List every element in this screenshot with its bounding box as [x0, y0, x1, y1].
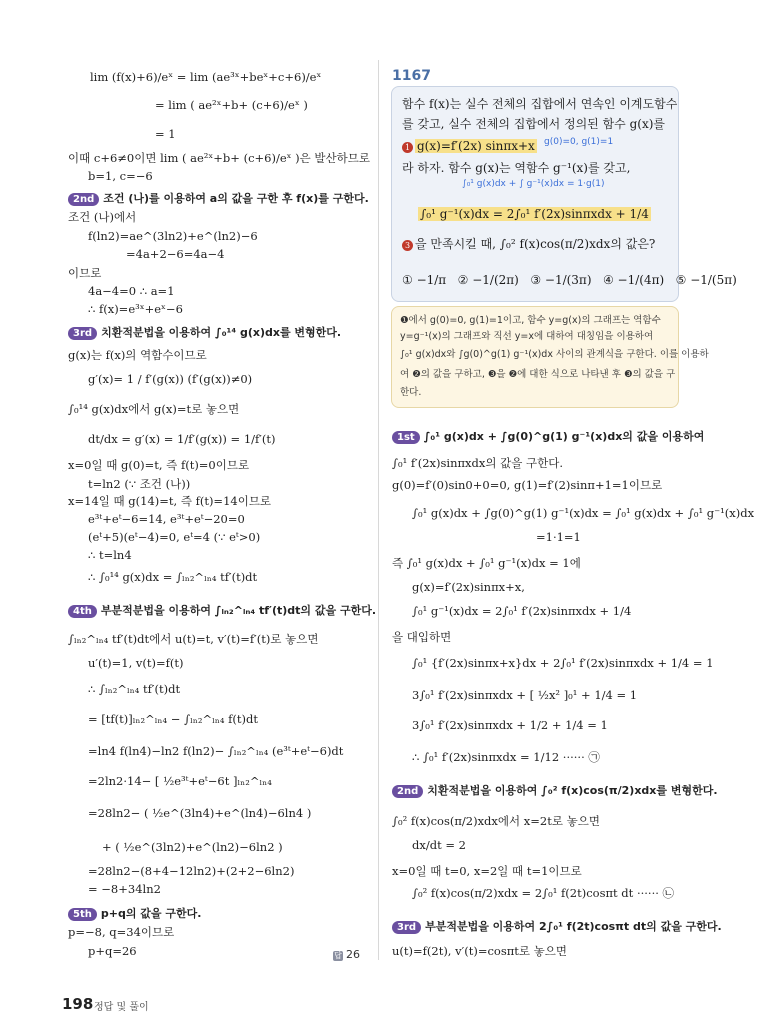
step-1st	[392, 428, 704, 444]
math-line: g′(x)= 1 / f′(g(x)) (f′(g(x))≠0)	[88, 372, 253, 386]
math-line: 4a−4=0 ∴ a=1	[88, 284, 175, 298]
step-badge: 2nd	[68, 193, 99, 206]
math-line: 이므로	[68, 266, 102, 280]
hint-line: 한다.	[400, 387, 422, 398]
choice-3[interactable]: ③ −1/(3π)	[530, 273, 592, 287]
problem-line: 3 을 만족시킬 때, ∫₀² f(x)cos(π/2)xdx의 값은?	[402, 237, 655, 252]
math-line: ∫₀¹ {f′(2x)sinπx+x}dx + 2∫₀¹ f′(2x)sinπxdx + 1/4 = 1	[412, 656, 714, 670]
step-3rd	[68, 324, 341, 340]
problem-line: 라 하자. 함수 g(x)는 역함수 g⁻¹(x)를 갖고,	[402, 161, 631, 175]
problem-line-highlight: 1 g(x)=f′(2x) sinπx+x	[402, 139, 537, 154]
hint-line: ∫₀¹ g(x)dx와 ∫g(0)^g(1) g⁻¹(x)dx 사이의 관계식을 구한다. 이를 이용하	[400, 349, 709, 360]
step-text: 부분적분법을 이용하여 ∫ₗₙ₂^ₗₙ₄ tf′(t)dt의 값을 구한다.	[100, 604, 376, 617]
math-line: p+q=26	[88, 944, 137, 958]
math-line: u(t)=f(2t), v′(t)=cosπt로 놓으면	[392, 944, 567, 958]
step-text: p+q의 값을 구한다.	[100, 907, 202, 920]
problem-line: 함수 f(x)는 실수 전체의 집합에서 연속인 이계도함수	[402, 97, 678, 111]
step-4th	[68, 602, 376, 618]
math-line: =ln4 f(ln4)−ln2 f(ln2)− ∫ₗₙ₂^ₗₙ₄ (e³ᵗ+eᵗ−6)dt	[88, 744, 344, 758]
math-line: e³ᵗ+eᵗ−6=14, e³ᵗ+eᵗ−20=0	[88, 512, 245, 526]
math-line: ∴ t=ln4	[88, 548, 132, 562]
math-line: = 1	[155, 127, 176, 141]
step-badge: 1st	[392, 431, 420, 444]
choice-2[interactable]: ② −1/(2π)	[457, 273, 519, 287]
footer-label: 정답 및 풀이	[94, 1002, 149, 1013]
hint-line: y=g⁻¹(x)의 그래프와 직선 y=x에 대하여 대칭임을 이용하여	[400, 331, 654, 342]
math-line: 3∫₀¹ f′(2x)sinπxdx + [ ½x² ]₀¹ + 1/4 = 1	[412, 688, 638, 702]
marker-3-icon: 3	[402, 240, 413, 251]
math-line: ∫₀² f(x)cos(π/2)xdx에서 x=2t로 놓으면	[392, 814, 600, 828]
math-line: ∫₀¹ f′(2x)sinπxdx의 값을 구한다.	[392, 456, 564, 470]
math-line: =4a+2−6=4a−4	[126, 247, 225, 261]
step-3rd-right	[392, 918, 722, 934]
hint-line: ❶에서 g(0)=0, g(1)=1이고, 함수 y=g(x)의 그래프는 역함수	[400, 315, 661, 326]
math-line: x=14일 때 g(14)=t, 즉 f(t)=14이므로	[68, 494, 272, 508]
problem-box	[391, 86, 737, 302]
problem-line: 를 갖고, 실수 전체의 집합에서 정의된 함수 g(x)를	[402, 117, 665, 131]
choice-5[interactable]: ⑤ −1/(5π)	[675, 273, 737, 287]
column-divider	[378, 60, 379, 960]
math-line: 즉 ∫₀¹ g(x)dx + ∫₀¹ g⁻¹(x)dx = 1에	[392, 556, 581, 570]
math-line: ∴ ∫₀¹⁴ g(x)dx = ∫ₗₙ₂^ₗₙ₄ tf′(t)dt	[88, 570, 258, 584]
math-line: 을 대입하면	[392, 630, 452, 644]
math-line: dx/dt = 2	[412, 838, 466, 852]
math-line: ∫₀¹⁴ g(x)dx에서 g(x)=t로 놓으면	[68, 402, 240, 416]
math-line: g(x)=f′(2x)sinπx+x,	[412, 580, 525, 594]
math-line: x=0일 때 g(0)=t, 즉 f(t)=0이므로	[68, 458, 250, 472]
step-text: 치환적분법을 이용하여 ∫₀¹⁴ g(x)dx를 변형한다.	[101, 326, 342, 339]
math-line: p=−8, q=34이므로	[68, 925, 175, 939]
math-line: t=ln2 (∵ 조건 (나))	[88, 477, 191, 491]
choice-1[interactable]: ① −1/π	[402, 273, 447, 287]
step-2nd	[68, 190, 369, 206]
math-line: f(ln2)=ae^(3ln2)+e^(ln2)−6	[88, 229, 258, 243]
step-badge: 3rd	[392, 921, 421, 934]
step-text: 부분적분법을 이용하여 2∫₀¹ f(2t)cosπt dt의 값을 구한다.	[425, 920, 722, 933]
annotation: g(0)=0, g(1)=1	[544, 137, 614, 147]
math-line: lim (f(x)+6)/eˣ = lim (ae³ˣ+beˣ+c+6)/eˣ	[90, 70, 322, 84]
math-line: ∫ₗₙ₂^ₗₙ₄ tf′(t)dt에서 u(t)=t, v′(t)=f′(t)로 놓으면	[68, 632, 319, 646]
math-line: ∴ f(x)=e³ˣ+eˣ−6	[88, 302, 183, 316]
math-line: 이때 c+6≠0이면 lim ( ae²ˣ+b+ (c+6)/eˣ )은 발산하므로	[68, 151, 370, 165]
step-5th	[68, 905, 201, 921]
math-line: = lim ( ae²ˣ+b+ (c+6)/eˣ )	[155, 98, 308, 112]
step-badge: 4th	[68, 605, 97, 618]
math-line: = [tf(t)]ₗₙ₂^ₗₙ₄ − ∫ₗₙ₂^ₗₙ₄ f(t)dt	[88, 712, 258, 726]
page-number: 198	[62, 995, 94, 1013]
math-line: =28ln2− ( ½e^(3ln4)+e^(ln4)−6ln4 )	[88, 806, 312, 820]
math-line: =28ln2−(8+4−12ln2)+(2+2−6ln2)	[88, 864, 295, 878]
math-line: ∴ ∫₀¹ f′(2x)sinπxdx = 1/12 ······ ㉠	[412, 750, 600, 764]
answer-icon: 답	[334, 951, 342, 960]
math-line: + ( ½e^(3ln2)+e^(ln2)−6ln2 )	[102, 840, 283, 854]
answer-ref: 답 26	[334, 948, 360, 961]
math-line: x=0일 때 t=0, x=2일 때 t=1이므로	[392, 864, 582, 878]
math-line: dt/dx = g′(x) = 1/f′(g(x)) = 1/f′(t)	[88, 432, 276, 446]
math-line: u′(t)=1, v(t)=f(t)	[88, 656, 184, 670]
step-text: 조건 (나)를 이용하여 a의 값을 구한 후 f(x)를 구한다.	[103, 192, 369, 205]
math-line: g(0)=f′(0)sin0+0=0, g(1)=f′(2)sinπ+1=1이므로	[392, 478, 663, 492]
math-line: 3∫₀¹ f′(2x)sinπxdx + 1/2 + 1/4 = 1	[412, 718, 608, 732]
math-line: ∫₀¹ g(x)dx + ∫g(0)^g(1) g⁻¹(x)dx = ∫₀¹ g(x)dx + ∫₀¹ g⁻¹(x)dx	[412, 506, 755, 520]
math-line: ∫₀¹ g⁻¹(x)dx = 2∫₀¹ f′(2x)sinπxdx + 1/4	[412, 604, 632, 618]
step-2nd-right	[392, 782, 718, 798]
math-line: (eᵗ+5)(eᵗ−4)=0, eᵗ=4 (∵ eᵗ>0)	[88, 530, 261, 544]
annotation: ∫₀¹ g(x)dx + ∫ g⁻¹(x)dx = 1·g(1)	[462, 179, 605, 189]
math-line: =2ln2·14− [ ½e³ᵗ+eᵗ−6t ]ₗₙ₂^ₗₙ₄	[88, 774, 272, 788]
marker-1-icon: 1	[402, 142, 413, 153]
math-line: b=1, c=−6	[88, 169, 153, 183]
step-badge: 5th	[68, 908, 97, 921]
step-badge: 3rd	[68, 327, 97, 340]
problem-equation: ∫₀¹ g⁻¹(x)dx = 2∫₀¹ f′(2x)sinπxdx + 1/4	[420, 207, 649, 221]
math-line: ∫₀² f(x)cos(π/2)xdx = 2∫₀¹ f(2t)cosπt dt ······ ㉡	[412, 886, 675, 900]
choice-4[interactable]: ④ −1/(4π)	[602, 273, 665, 287]
step-text: ∫₀¹ g(x)dx + ∫g(0)^g(1) g⁻¹(x)dx의 값을 이용하여	[423, 430, 705, 443]
math-line: =1·1=1	[536, 530, 581, 544]
problem-number: 1167	[392, 68, 431, 84]
step-badge: 2nd	[392, 785, 423, 798]
math-line: = −8+34ln2	[88, 882, 161, 896]
hint-line: 여 ❷의 값을 구하고, ❸을 ❷에 대한 식으로 나타낸 후 ❸의 값을 구	[400, 369, 676, 380]
hint-box	[391, 306, 709, 408]
step-text: 치환적분법을 이용하여 ∫₀² f(x)cos(π/2)xdx를 변형한다.	[427, 784, 718, 797]
math-line: ∴ ∫ₗₙ₂^ₗₙ₄ tf′(t)dt	[88, 682, 181, 696]
answer-choices	[402, 273, 737, 288]
math-line: g(x)는 f(x)의 역함수이므로	[68, 348, 207, 362]
math-line: 조건 (나)에서	[68, 210, 137, 224]
